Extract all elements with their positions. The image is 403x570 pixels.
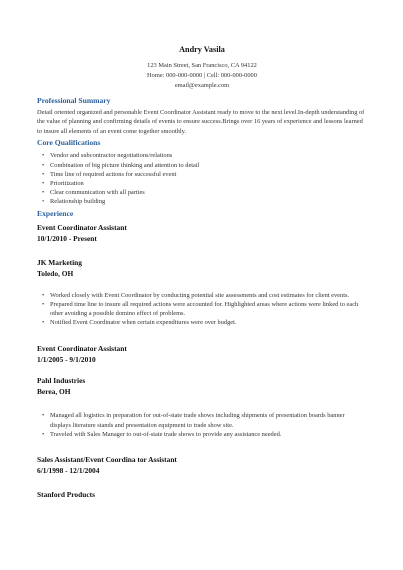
list-item: • Prepared time line to insure all required actions were accounted for. Highlighted areas where actions were linked to each other avoiding a possible domino effect of problems. [45,300,367,318]
list-item: • Relationship building [45,197,367,206]
contact-block [37,61,367,92]
job-title: Sales Assistant/Event Coordina tor Assistant [37,455,177,465]
company-location: Toledo, OH [37,268,74,278]
company-name: Pahl Industries [37,376,86,386]
qualifications-heading: Core Qualifications [37,138,101,148]
qualifications-list [37,151,367,206]
list-item: • Managed all logistics in preparation for out-of-state trade shows including shipments of presentation boards banner displays literature stands and presentation equipment to trade show site. [45,411,367,429]
summary-text: Detail oriented organized and personable Event Coordinator Assistant ready to move to the next level.In-depth understanding of the value of planning and confirming details of events to ensure success.Brings over 16 years of experience and lessons learned to insure all elements of an event come together smoothly. [37,108,365,135]
job-entry [37,454,367,500]
job-dates: 6/1/1998 - 12/1/2004 [37,466,100,476]
resume-page [37,0,367,500]
job-entry [37,222,367,328]
job-title: Event Coordinator Assistant [37,344,127,354]
company-name: Stanford Products [37,490,95,500]
company-name: JK Marketing [37,257,82,267]
list-item: • Traveled with Sales Manager to out-of-state trade shows to provide any assistance needed. [45,430,367,439]
job-dates: 10/1/2010 - Present [37,233,97,243]
email: email@example.com [174,82,230,90]
list-item: • Notified Event Coordinator when certain expenditures were over budget. [45,318,367,327]
experience-heading: Experience [37,208,74,218]
list-item: • Clear communication with all parties [45,188,367,197]
address: 123 Main Street, San Francisco, CA 94122 [147,62,257,69]
job-bullets [37,411,367,439]
list-item: • Prioritization [45,179,367,188]
list-item: • Time line of required actions for successful event [45,170,367,179]
summary-heading: Professional Summary [37,95,111,105]
phone-numbers: Home: 000-000-0000 | Cell: 000-000-0000 [147,72,257,80]
job-bullets [37,291,367,328]
job-dates: 1/1/2005 - 9/1/2010 [37,355,96,365]
job-entry [37,343,367,439]
candidate-name: Andry Vasila [179,45,225,54]
job-title: Event Coordinator Assistant [37,222,127,232]
list-item: • Worked closely with Event Coordinator by conducting potential site assessments and cost estimates for client events. [45,291,367,300]
list-item: • Combination of big picture thinking and attention to detail [45,161,367,170]
list-item: • Vendor and subcontractor negotiations/relations [45,151,367,160]
company-location: Berea, OH [37,387,71,397]
